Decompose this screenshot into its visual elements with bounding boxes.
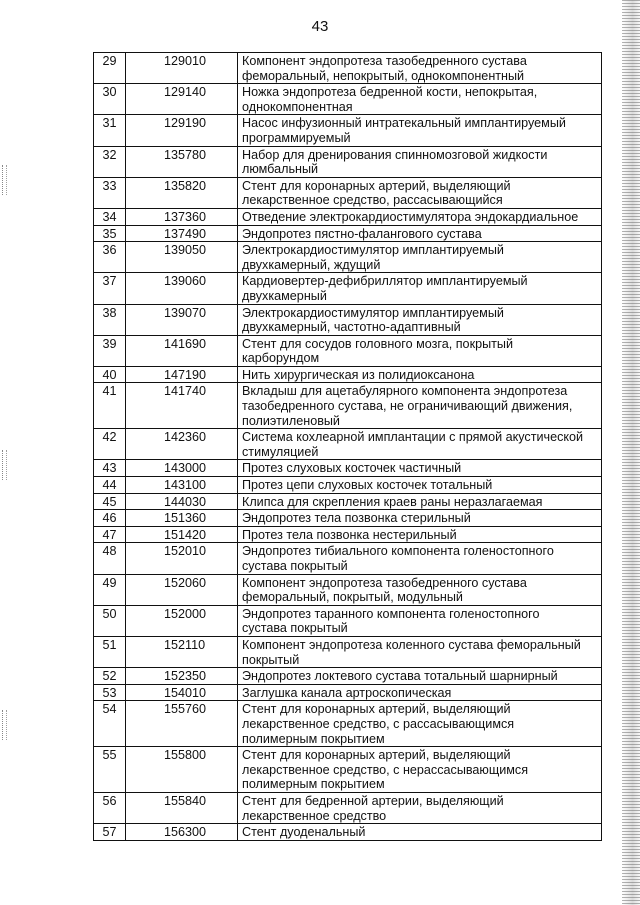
row-number-cell: 47 xyxy=(94,526,126,543)
table-row xyxy=(94,335,602,366)
device-name-cell: Стент для коронарных артерий, выделяющий лекарственное средство, рассасывающийся xyxy=(238,177,602,208)
code-cell: 135820 xyxy=(126,177,238,208)
table-row xyxy=(94,146,602,177)
row-number-cell: 32 xyxy=(94,146,126,177)
code-cell: 155760 xyxy=(126,701,238,747)
code-cell: 143000 xyxy=(126,460,238,477)
scan-edge-artifact xyxy=(622,0,640,905)
code-cell: 155840 xyxy=(126,792,238,823)
row-number-cell: 45 xyxy=(94,493,126,510)
table-row xyxy=(94,543,602,574)
scan-mark xyxy=(2,450,7,480)
table-row xyxy=(94,684,602,701)
table-row xyxy=(94,225,602,242)
table-row xyxy=(94,493,602,510)
scan-mark xyxy=(2,165,7,195)
device-name-cell: Стент дуоденальный xyxy=(238,824,602,841)
table-row xyxy=(94,574,602,605)
device-name-cell: Протез цепи слуховых косточек тотальный xyxy=(238,477,602,494)
row-number-cell: 57 xyxy=(94,824,126,841)
device-name-cell: Кардиовертер-дефибриллятор имплантируемый двухкамерный xyxy=(238,273,602,304)
device-name-cell: Стент для коронарных артерий, выделяющий лекарственное средство, с нерассасывающимся полимерным покрытием xyxy=(238,747,602,793)
table-row xyxy=(94,242,602,273)
device-name-cell: Компонент эндопротеза тазобедренного сустава феморальный, непокрытый, однокомпонентный xyxy=(238,53,602,84)
row-number-cell: 49 xyxy=(94,574,126,605)
code-cell: 151420 xyxy=(126,526,238,543)
code-cell: 139050 xyxy=(126,242,238,273)
code-cell: 152060 xyxy=(126,574,238,605)
device-name-cell: Эндопротез таранного компонента голеностопного сустава покрытый xyxy=(238,605,602,636)
device-name-cell: Набор для дренирования спинномозговой жидкости люмбальный xyxy=(238,146,602,177)
code-cell: 147190 xyxy=(126,366,238,383)
code-cell: 135780 xyxy=(126,146,238,177)
device-name-cell: Эндопротез тела позвонка стерильный xyxy=(238,510,602,527)
table-row xyxy=(94,208,602,225)
row-number-cell: 44 xyxy=(94,477,126,494)
scan-mark xyxy=(2,710,7,740)
device-name-cell: Отведение электрокардиостимулятора эндокардиальное xyxy=(238,208,602,225)
row-number-cell: 40 xyxy=(94,366,126,383)
code-cell: 139060 xyxy=(126,273,238,304)
row-number-cell: 35 xyxy=(94,225,126,242)
device-name-cell: Компонент эндопротеза коленного сустава феморальный покрытый xyxy=(238,636,602,667)
row-number-cell: 36 xyxy=(94,242,126,273)
table-row xyxy=(94,701,602,747)
code-cell: 143100 xyxy=(126,477,238,494)
code-cell: 155800 xyxy=(126,747,238,793)
device-name-cell: Стент для бедренной артерии, выделяющий лекарственное средство xyxy=(238,792,602,823)
table-body xyxy=(94,53,602,841)
device-name-cell: Стент для сосудов головного мозга, покрытый карборундом xyxy=(238,335,602,366)
table-row xyxy=(94,177,602,208)
device-name-cell: Заглушка канала артроскопическая xyxy=(238,684,602,701)
row-number-cell: 53 xyxy=(94,684,126,701)
row-number-cell: 41 xyxy=(94,383,126,429)
code-cell: 137360 xyxy=(126,208,238,225)
code-cell: 156300 xyxy=(126,824,238,841)
row-number-cell: 55 xyxy=(94,747,126,793)
table-row xyxy=(94,792,602,823)
row-number-cell: 50 xyxy=(94,605,126,636)
row-number-cell: 43 xyxy=(94,460,126,477)
device-name-cell: Электрокардиостимулятор имплантируемый двухкамерный, ждущий xyxy=(238,242,602,273)
row-number-cell: 29 xyxy=(94,53,126,84)
table-row xyxy=(94,366,602,383)
device-name-cell: Нить хирургическая из полидиоксанона xyxy=(238,366,602,383)
device-table xyxy=(93,52,602,841)
table-row xyxy=(94,273,602,304)
row-number-cell: 56 xyxy=(94,792,126,823)
code-cell: 152010 xyxy=(126,543,238,574)
code-cell: 129010 xyxy=(126,53,238,84)
row-number-cell: 51 xyxy=(94,636,126,667)
table-row xyxy=(94,53,602,84)
row-number-cell: 54 xyxy=(94,701,126,747)
device-name-cell: Эндопротез тибиального компонента голеностопного сустава покрытый xyxy=(238,543,602,574)
code-cell: 141740 xyxy=(126,383,238,429)
code-cell: 137490 xyxy=(126,225,238,242)
table-row xyxy=(94,477,602,494)
row-number-cell: 46 xyxy=(94,510,126,527)
table-row xyxy=(94,115,602,146)
table-row xyxy=(94,605,602,636)
row-number-cell: 48 xyxy=(94,543,126,574)
code-cell: 151360 xyxy=(126,510,238,527)
code-cell: 154010 xyxy=(126,684,238,701)
page-number: 43 xyxy=(311,18,329,35)
device-name-cell: Эндопротез локтевого сустава тотальный шарнирный xyxy=(238,668,602,685)
device-name-cell: Ножка эндопротеза бедренной кости, непокрытая, однокомпонентная xyxy=(238,84,602,115)
row-number-cell: 42 xyxy=(94,429,126,460)
table-row xyxy=(94,429,602,460)
device-name-cell: Клипса для скрепления краев раны неразлагаемая xyxy=(238,493,602,510)
row-number-cell: 34 xyxy=(94,208,126,225)
table-row xyxy=(94,460,602,477)
code-cell: 129140 xyxy=(126,84,238,115)
device-name-cell: Насос инфузионный интратекальный имплантируемый программируемый xyxy=(238,115,602,146)
device-name-cell: Эндопротез пястно-фалангового сустава xyxy=(238,225,602,242)
code-cell: 152000 xyxy=(126,605,238,636)
row-number-cell: 30 xyxy=(94,84,126,115)
code-cell: 129190 xyxy=(126,115,238,146)
table-row xyxy=(94,383,602,429)
table-row xyxy=(94,84,602,115)
row-number-cell: 37 xyxy=(94,273,126,304)
row-number-cell: 33 xyxy=(94,177,126,208)
code-cell: 139070 xyxy=(126,304,238,335)
table-row xyxy=(94,824,602,841)
code-cell: 142360 xyxy=(126,429,238,460)
device-name-cell: Компонент эндопротеза тазобедренного сустава феморальный, покрытый, модульный xyxy=(238,574,602,605)
device-name-cell: Система кохлеарной имплантации с прямой акустической стимуляцией xyxy=(238,429,602,460)
row-number-cell: 38 xyxy=(94,304,126,335)
code-cell: 144030 xyxy=(126,493,238,510)
row-number-cell: 52 xyxy=(94,668,126,685)
device-name-cell: Стент для коронарных артерий, выделяющий лекарственное средство, с рассасывающимся полимерным покрытием xyxy=(238,701,602,747)
code-cell: 141690 xyxy=(126,335,238,366)
device-name-cell: Протез слуховых косточек частичный xyxy=(238,460,602,477)
table-row xyxy=(94,304,602,335)
table-row xyxy=(94,668,602,685)
device-name-cell: Вкладыш для ацетабулярного компонента эндопротеза тазобедренного сустава, не ограничивающий движения, полиэтиленовый xyxy=(238,383,602,429)
device-name-cell: Электрокардиостимулятор имплантируемый двухкамерный, частотно-адаптивный xyxy=(238,304,602,335)
row-number-cell: 39 xyxy=(94,335,126,366)
table-row xyxy=(94,510,602,527)
row-number-cell: 31 xyxy=(94,115,126,146)
table-row xyxy=(94,747,602,793)
table-row xyxy=(94,526,602,543)
table-row xyxy=(94,636,602,667)
code-cell: 152110 xyxy=(126,636,238,667)
device-name-cell: Протез тела позвонка нестерильный xyxy=(238,526,602,543)
code-cell: 152350 xyxy=(126,668,238,685)
